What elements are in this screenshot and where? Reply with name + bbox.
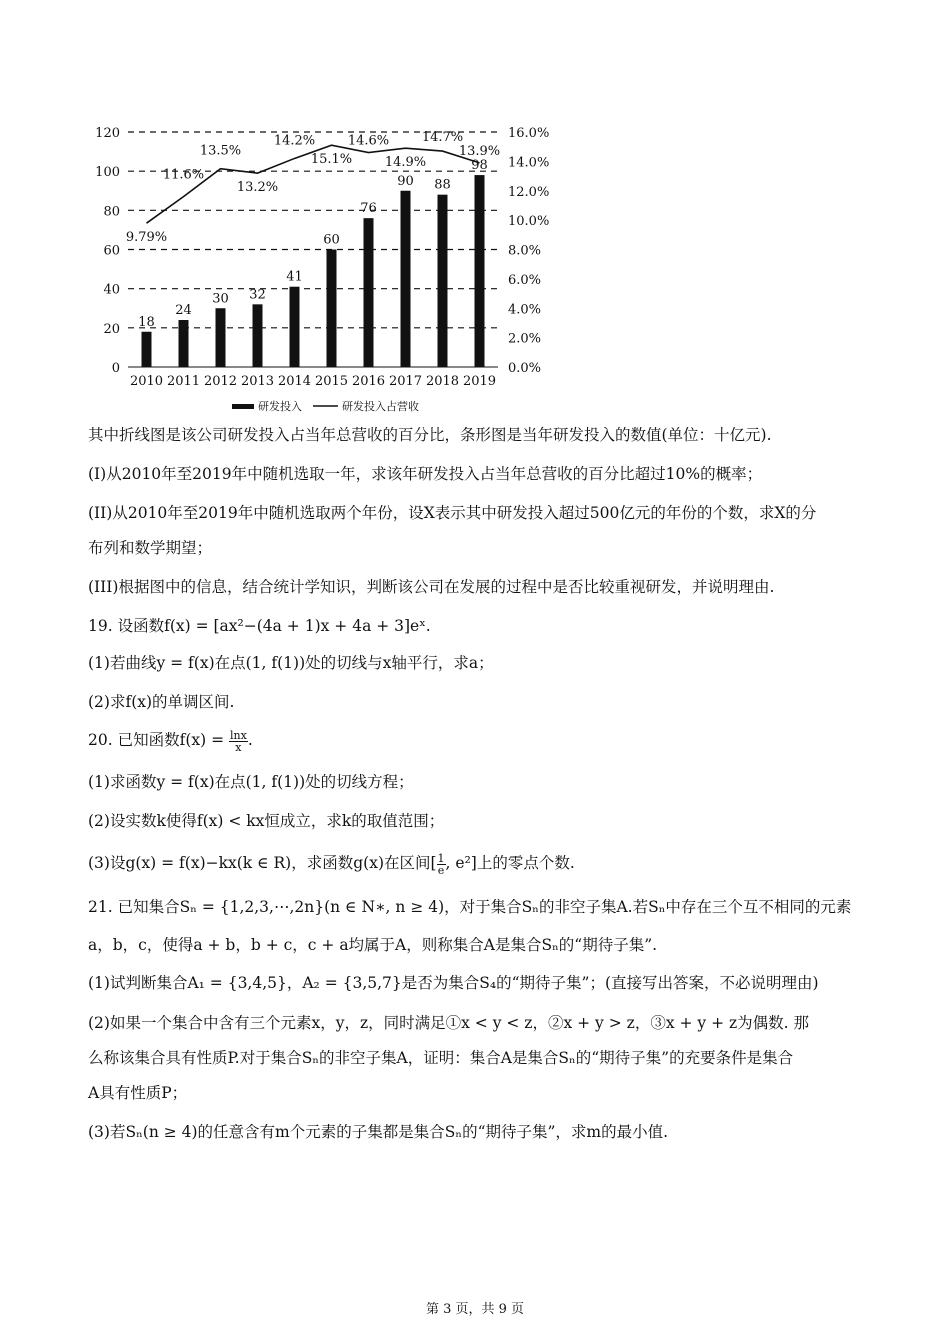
x-tick-label: 2016	[351, 374, 386, 389]
x-tick-label: 2014	[277, 374, 312, 389]
bar-value-label: 60	[323, 232, 340, 248]
bar-value-label: 90	[397, 173, 414, 189]
y-left-tick-label: 40	[103, 282, 120, 298]
line-value-label: 14.9%	[384, 155, 427, 171]
line-value-label: 15.1%	[310, 152, 353, 168]
y-right-tick-label: 12.0%	[508, 184, 550, 200]
fraction-numerator: lnx	[230, 728, 247, 742]
x-tick-label: 2019	[462, 374, 497, 389]
x-tick-label: 2015	[314, 374, 349, 389]
bar	[253, 304, 263, 367]
line-value-label: 13.2%	[236, 180, 279, 196]
bar-value-label: 88	[434, 177, 451, 193]
y-right-tick-label: 2.0%	[508, 331, 542, 347]
y-right-tick-label: 10.0%	[508, 214, 550, 230]
question-19-stem: 19. 设函数f(x) = [ax²−(4a + 1)x + 4a + 3]eˣ.	[88, 617, 431, 635]
question-19-part-1: (1)若曲线y = f(x)在点(1, f(1))处的切线与x轴平行，求a；	[88, 654, 494, 672]
question-21-part-2-line3: A具有性质P；	[88, 1084, 188, 1102]
y-left-tick-label: 0	[111, 361, 120, 376]
bar	[216, 308, 226, 367]
bar	[401, 191, 411, 367]
question-21-part-1: (1)试判断集合A₁ = {3,4,5}，A₂ = {3,5,7}是否为集合S₄的“期待子集”；(直接写出答案，不必说明理由)	[88, 974, 819, 992]
line-value-label: 13.9%	[458, 143, 501, 159]
y-right-tick-label: 14.0%	[508, 155, 550, 171]
question-21-part-3: (3)若Sₙ(n ≥ 4)的任意含有m个元素的子集都是集合Sₙ的“期待子集”，求m的最小值.	[88, 1123, 669, 1141]
bar-value-label: 41	[286, 269, 303, 285]
line-value-label: 11.6%	[162, 167, 205, 183]
question-20-stem-suffix: .	[247, 731, 253, 749]
line-value-label: 9.79%	[125, 230, 168, 246]
question-20-part-3-suffix: , e²]上的零点个数.	[445, 854, 575, 872]
chart	[80, 112, 560, 412]
y-right-tick-label: 8.0%	[508, 243, 542, 259]
paragraph-intro: 其中折线图是该公司研发投入占当年总营收的百分比，条形图是当年研发投入的数值(单位：十亿元).	[88, 426, 772, 444]
question-21-stem-line1: 21. 已知集合Sₙ = {1,2,3,⋯,2n}(n ∈ N∗, n ≥ 4)，对于集合Sₙ的非空子集A.若Sₙ中存在三个互不相同的元素	[88, 898, 852, 916]
legend-bar-swatch	[232, 404, 254, 409]
line-value-label: 14.6%	[347, 133, 390, 149]
y-right-tick-label: 6.0%	[508, 272, 542, 288]
bar	[438, 195, 448, 367]
y-left-tick-label: 100	[95, 165, 120, 181]
y-right-tick-label: 0.0%	[508, 361, 542, 376]
bar-value-label: 98	[471, 158, 488, 174]
x-tick-label: 2012	[203, 374, 238, 389]
question-20-part-2: (2)设实数k使得f(x) < kx恒成立，求k的取值范围；	[88, 812, 445, 830]
y-left-tick-label: 80	[103, 204, 120, 220]
question-18-part-1: (I)从2010年至2019年中随机选取一年，求该年研发投入占当年总营收的百分比超过10%的概率；	[88, 465, 763, 483]
fraction-denominator: x	[235, 740, 242, 754]
legend-line-label: 研发投入占营收	[342, 400, 419, 412]
question-20-stem	[88, 729, 868, 753]
y-left-tick-label: 120	[95, 126, 120, 141]
question-18-part-2-line2: 布列和数学期望；	[88, 539, 213, 557]
question-20-part-3	[88, 852, 868, 876]
bar-value-label: 24	[175, 303, 192, 318]
bar	[327, 250, 337, 368]
fraction-numerator: 1	[437, 851, 445, 865]
line-value-label: 14.7%	[421, 130, 464, 146]
x-tick-label: 2010	[129, 374, 164, 389]
question-21-stem-line2: a，b，c，使得a + b，b + c，c + a均属于A，则称集合A是集合Sₙ的“期待子集”.	[88, 936, 658, 954]
question-18-part-3: (III)根据图中的信息，结合统计学知识，判断该公司在发展的过程中是否比较重视研发，并说明理由.	[88, 578, 775, 596]
y-left-tick-label: 20	[103, 321, 120, 337]
bar-value-label: 32	[249, 287, 266, 303]
x-tick-label: 2013	[240, 374, 275, 389]
bar	[290, 287, 300, 367]
legend-bar-label: 研发投入	[258, 400, 302, 412]
bar	[142, 332, 152, 367]
x-tick-label: 2011	[166, 374, 201, 389]
page-footer: 第 3 页，共 9 页	[425, 1302, 525, 1317]
bar	[475, 175, 485, 367]
fraction-lnx-over-x	[229, 730, 248, 753]
y-right-tick-label: 16.0%	[508, 126, 550, 141]
line-value-label: 14.2%	[273, 133, 316, 149]
bar-value-label: 30	[212, 291, 229, 307]
bar-value-label: 18	[138, 314, 155, 330]
y-right-tick-label: 4.0%	[508, 302, 542, 318]
y-left-tick-label: 60	[103, 243, 120, 259]
x-tick-label: 2018	[425, 374, 460, 389]
question-21-part-2-line1: (2)如果一个集合中含有三个元素x，y，z，同时满足①x < y < z，②x + y > z，③x + y + z为偶数. 那	[88, 1014, 810, 1032]
bar	[179, 320, 189, 367]
bar	[364, 218, 374, 367]
x-tick-label: 2017	[388, 374, 423, 389]
fraction-denominator: e	[437, 863, 445, 877]
question-19-part-2: (2)求f(x)的单调区间.	[88, 693, 235, 711]
question-18-part-2-line1: (II)从2010年至2019年中随机选取两个年份，设X表示其中研发投入超过500亿元的年份的个数，求X的分	[88, 504, 817, 522]
question-20-part-1: (1)求函数y = f(x)在点(1, f(1))处的切线方程；	[88, 773, 414, 791]
question-20-part-3-prefix: (3)设g(x) = f(x)−kx(k ∈ R)，求函数g(x)在区间[	[88, 854, 437, 872]
fraction-1-over-e	[437, 853, 446, 876]
bar-value-label: 76	[360, 201, 377, 217]
question-20-stem-prefix: 20. 已知函数f(x) =	[88, 731, 229, 749]
line-value-label: 13.5%	[199, 143, 242, 159]
question-21-part-2-line2: 么称该集合具有性质P.对于集合Sₙ的非空子集A，证明：集合A是集合Sₙ的“期待子集”的充要条件是集合	[88, 1049, 794, 1067]
